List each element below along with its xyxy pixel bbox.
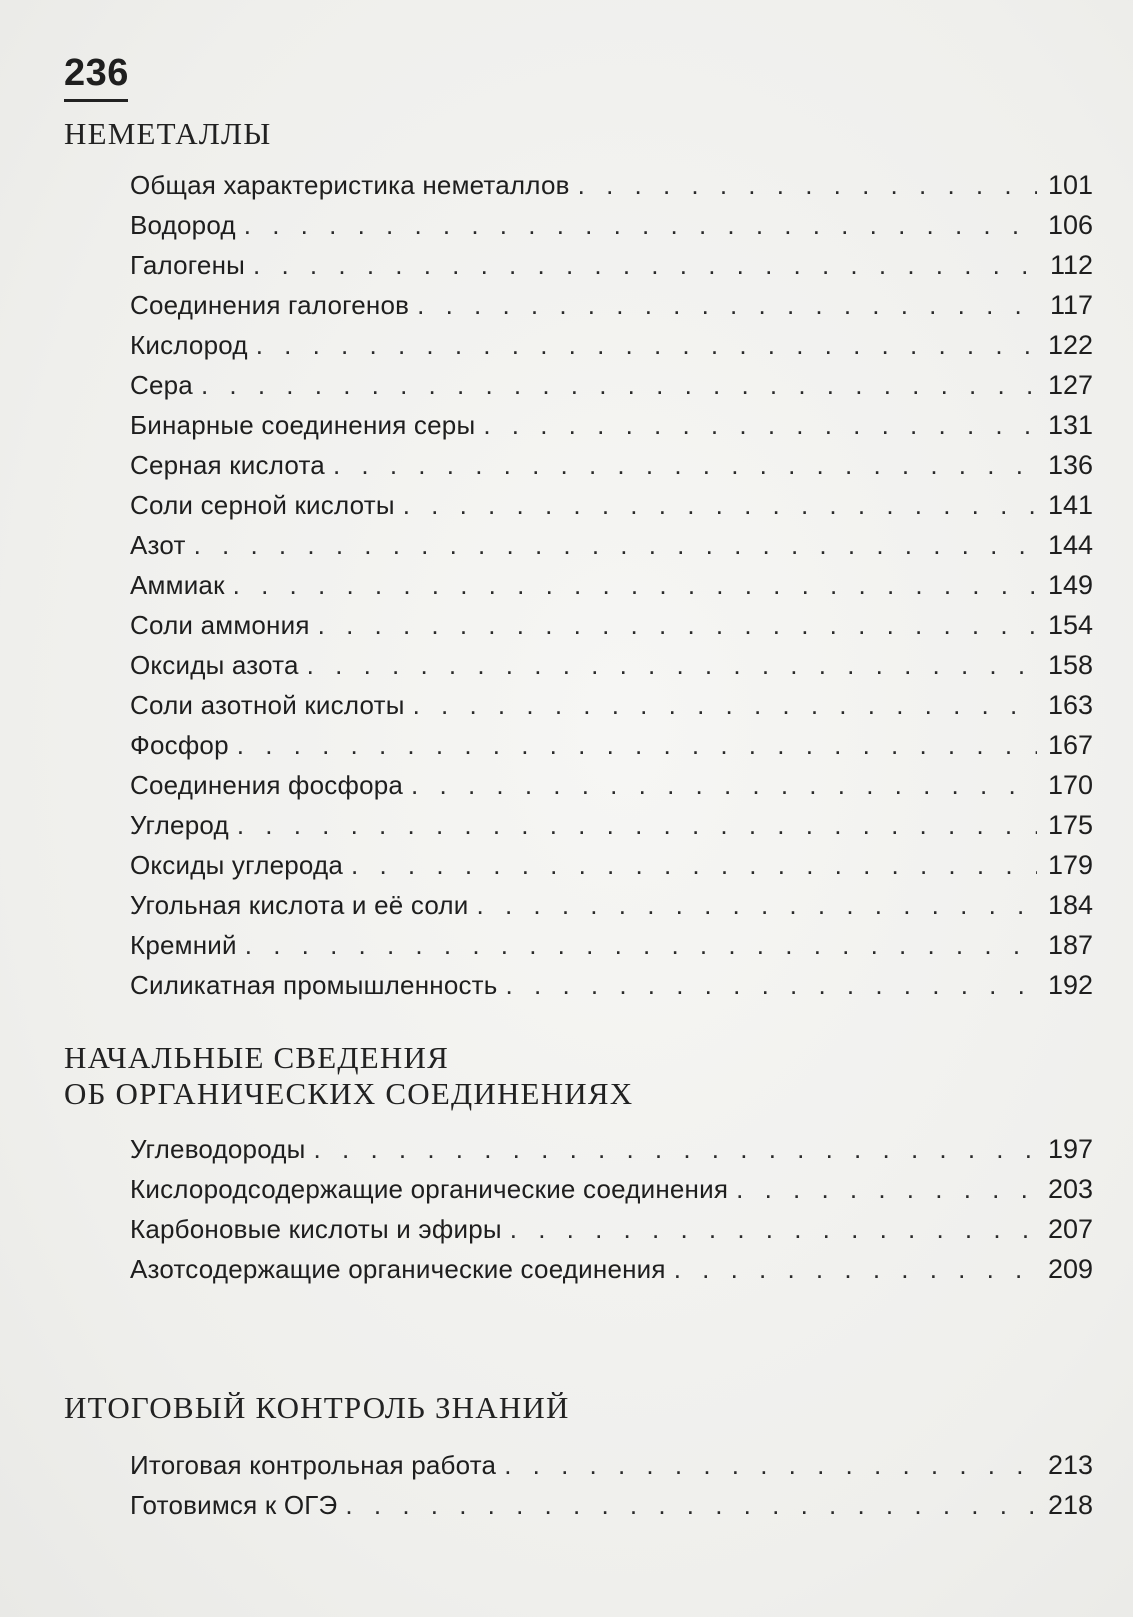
dot-leader (233, 570, 1037, 601)
toc-entry-title: Угольная кислота и её соли (130, 890, 469, 920)
toc-entry-title: Сера (130, 370, 193, 400)
toc-entry-page-number: 158 (1047, 650, 1093, 680)
toc-entry (64, 250, 1093, 290)
toc-entry (64, 330, 1093, 370)
dot-leader (237, 730, 1037, 761)
toc-entry (64, 730, 1093, 770)
toc-entry (64, 690, 1093, 730)
toc-entry-title: Оксиды азота (130, 650, 299, 680)
toc-entry-page-number: 117 (1049, 290, 1093, 320)
section-title-line: НЕМЕТАЛЛЫ (64, 116, 272, 151)
toc-entry (64, 930, 1093, 970)
toc-entry-title: Итоговая контрольная работа (130, 1450, 497, 1480)
toc-entry-title: Азотсодержащие органические соединения (130, 1254, 666, 1284)
section-title (64, 1390, 1093, 1426)
dot-leader (477, 890, 1037, 921)
toc-section-organic (64, 1040, 1093, 1294)
toc-entry-page-number: 187 (1047, 930, 1093, 960)
dot-leader (736, 1174, 1037, 1205)
toc-entry-page-number: 127 (1047, 370, 1093, 400)
toc-entry-title: Силикатная промышленность (130, 970, 498, 1000)
toc-entry-page-number: 106 (1047, 210, 1093, 240)
toc-entry-page-number: 122 (1047, 330, 1093, 360)
toc-entry (64, 810, 1093, 850)
toc-entry (64, 450, 1093, 490)
dot-leader (314, 1134, 1037, 1165)
toc-entry-page-number: 141 (1047, 490, 1093, 520)
toc-entry (64, 970, 1093, 1010)
toc-entry-title: Готовимся к ОГЭ (130, 1490, 338, 1520)
dot-leader (201, 370, 1037, 401)
toc-entry-title: Кислород (130, 330, 248, 360)
toc-entry-page-number: 197 (1047, 1134, 1093, 1164)
toc-entry (64, 1254, 1093, 1294)
toc-entry-page-number: 112 (1049, 250, 1093, 280)
toc-entry-title: Серная кислота (130, 450, 325, 480)
toc-entry (64, 890, 1093, 930)
toc-entry-page-number: 149 (1047, 570, 1093, 600)
dot-leader (307, 650, 1037, 681)
dot-leader (256, 330, 1037, 361)
toc-entry-title: Соли аммония (130, 610, 310, 640)
toc-entry-title: Соли серной кислоты (130, 490, 395, 520)
dot-leader (245, 930, 1037, 961)
toc-entry-title: Аммиак (130, 570, 225, 600)
toc-entry-page-number: 144 (1047, 530, 1093, 560)
dot-leader (244, 210, 1037, 241)
section-title (64, 1040, 1093, 1112)
toc-entry-page-number: 213 (1047, 1450, 1093, 1480)
toc-entry-title: Азот (130, 530, 186, 560)
toc-entry-page-number: 203 (1047, 1174, 1093, 1204)
toc-entry-title: Галогены (130, 250, 246, 280)
toc-list (64, 1134, 1093, 1294)
toc-entry (64, 370, 1093, 410)
dot-leader (318, 610, 1037, 641)
toc-entry-page-number: 131 (1047, 410, 1093, 440)
toc-entry-page-number: 163 (1047, 690, 1093, 720)
dot-leader (351, 850, 1037, 881)
toc-entry (64, 1450, 1093, 1490)
toc-section-final-control (64, 1390, 1093, 1530)
toc-entry-title: Углерод (130, 810, 229, 840)
toc-entry (64, 850, 1093, 890)
toc-entry (64, 410, 1093, 450)
toc-entry-page-number: 184 (1047, 890, 1093, 920)
dot-leader (345, 1490, 1037, 1521)
section-title-line: ОБ ОРГАНИЧЕСКИХ СОЕДИНЕНИЯХ (64, 1076, 634, 1111)
dot-leader (510, 1214, 1037, 1245)
toc-entry-title: Оксиды углерода (130, 850, 344, 880)
toc-entry (64, 1174, 1093, 1214)
toc-section-nonmetals (64, 116, 1093, 1010)
toc-entry (64, 610, 1093, 650)
toc-entry-page-number: 167 (1047, 730, 1093, 760)
toc-entry-page-number: 218 (1047, 1490, 1093, 1520)
toc-entry-page-number: 101 (1047, 170, 1093, 200)
section-title-line: НАЧАЛЬНЫЕ СВЕДЕНИЯ (64, 1040, 449, 1075)
dot-leader (506, 970, 1037, 1001)
toc-entry-title: Водород (130, 210, 236, 240)
toc-entry-title: Кислородсодержащие органические соединения (130, 1174, 729, 1204)
toc-entry-page-number: 209 (1047, 1254, 1093, 1284)
dot-leader (194, 530, 1037, 561)
section-title (64, 116, 1093, 152)
toc-entry-title: Фосфор (130, 730, 229, 760)
toc-entry (64, 530, 1093, 570)
toc-entry-title: Соединения фосфора (130, 770, 404, 800)
toc-list (64, 170, 1093, 1010)
toc-entry (64, 170, 1093, 210)
toc-entry-page-number: 136 (1047, 450, 1093, 480)
toc-entry (64, 490, 1093, 530)
dot-leader (237, 810, 1037, 841)
toc-entry-page-number: 207 (1047, 1214, 1093, 1244)
page-number: 236 (64, 52, 129, 94)
dot-leader (674, 1254, 1037, 1285)
dot-leader (578, 170, 1037, 201)
toc-entry (64, 1214, 1093, 1254)
toc-entry-title: Соли азотной кислоты (130, 690, 405, 720)
toc-entry (64, 290, 1093, 330)
dot-leader (413, 690, 1037, 721)
toc-entry (64, 1490, 1093, 1530)
toc-entry-page-number: 192 (1047, 970, 1093, 1000)
section-title-line: ИТОГОВЫЙ КОНТРОЛЬ ЗНАНИЙ (64, 1390, 570, 1425)
toc-entry (64, 1134, 1093, 1174)
toc-entry-title: Углеводороды (130, 1134, 306, 1164)
toc-entry-page-number: 154 (1047, 610, 1093, 640)
toc-entry-page-number: 175 (1047, 810, 1093, 840)
toc-entry-page-number: 179 (1047, 850, 1093, 880)
toc-entry (64, 570, 1093, 610)
dot-leader (483, 410, 1037, 441)
toc-entry-title: Бинарные соединения серы (130, 410, 476, 440)
toc-entry-title: Кремний (130, 930, 237, 960)
toc-list (64, 1450, 1093, 1530)
toc-entry-title: Карбоновые кислоты и эфиры (130, 1214, 502, 1244)
toc-entry (64, 210, 1093, 250)
toc-entry-page-number: 170 (1047, 770, 1093, 800)
dot-leader (253, 250, 1037, 281)
page-number-underline (64, 99, 128, 102)
dot-leader (411, 770, 1037, 801)
toc-entry (64, 770, 1093, 810)
dot-leader (504, 1450, 1037, 1481)
dot-leader (403, 490, 1037, 521)
toc-entry (64, 650, 1093, 690)
toc-entry-title: Общая характеристика неметаллов (130, 170, 570, 200)
dot-leader (333, 450, 1037, 481)
toc-entry-title: Соединения галогенов (130, 290, 410, 320)
dot-leader (417, 290, 1037, 321)
